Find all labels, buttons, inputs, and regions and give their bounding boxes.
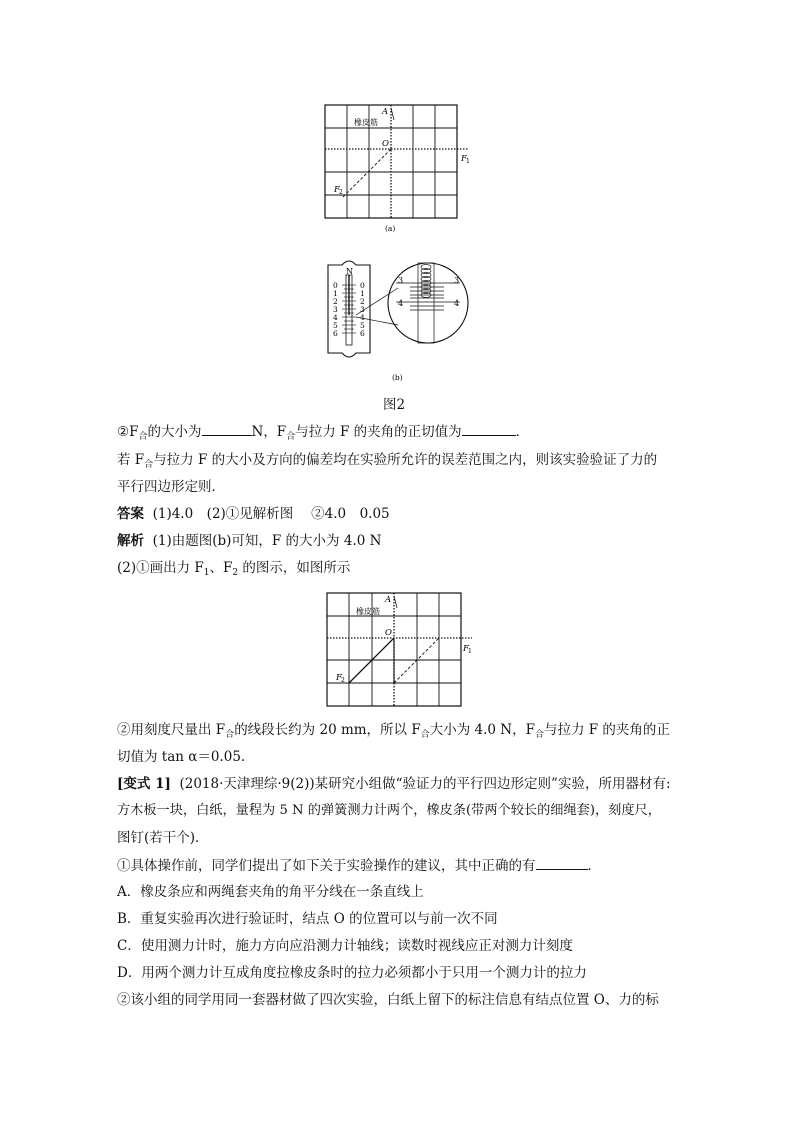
figure-a-label-F2: F bbox=[334, 185, 340, 195]
zoom-4-right: 4 bbox=[454, 299, 460, 308]
analysis-line-2 bbox=[117, 558, 350, 583]
q2-sub1: 合 bbox=[138, 432, 148, 442]
option-d: D．用两个测力计互成角度拉橡皮条时的拉力必须都小于只用一个测力计的拉力 bbox=[117, 965, 587, 981]
analysis-l2a: (2)①画出力 F bbox=[117, 560, 204, 576]
zoom-3-left: 3 bbox=[398, 276, 404, 285]
figure-a-label-F2-sub: 2 bbox=[339, 189, 343, 196]
scale-right-3: 3 bbox=[360, 305, 365, 314]
variant-line1: (2018·天津理综·9(2))某研究小组做“验证力的平行四边形定则”实验，所用器材有: bbox=[179, 776, 671, 792]
measure-line-2: 切值为 tan α＝0.05. bbox=[117, 749, 246, 765]
para-if-l1b: 与拉力 F 的大小及方向的偏差均在实验所允许的误差范围之内，则该实验验证了力的 bbox=[153, 452, 658, 468]
figure-a-label-F1-sub: 1 bbox=[466, 158, 470, 165]
q2-blank-1[interactable] bbox=[202, 421, 252, 436]
variant-q1-blank[interactable] bbox=[536, 855, 588, 870]
scale-left-5: 5 bbox=[333, 321, 338, 330]
analysis-l2b: 、F bbox=[209, 560, 233, 576]
figure-c-label-F2-sub: 2 bbox=[341, 677, 345, 684]
zoom-3-right: 3 bbox=[454, 276, 460, 285]
figure-a-label-rubber: 橡皮筋 bbox=[354, 118, 378, 127]
analysis-l2s1: 1 bbox=[203, 568, 210, 578]
q2-p1: ②F bbox=[117, 424, 139, 440]
q2-p4: 与拉力 F 的夹角的正切值为 bbox=[295, 424, 462, 440]
scale-right-1: 1 bbox=[360, 289, 365, 298]
figure-b-caption: (b) bbox=[392, 373, 403, 382]
figure-c-label-O: O bbox=[385, 628, 392, 638]
figure-a-label-F1: F bbox=[461, 154, 467, 164]
variant-line-3: 图钉(若干个)． bbox=[117, 830, 209, 846]
figure-c-label-rubber: 橡皮筋 bbox=[356, 607, 380, 616]
measure-l1s3: 合 bbox=[534, 730, 544, 740]
scale-right-5: 5 bbox=[360, 321, 365, 330]
variant-q1 bbox=[117, 855, 601, 876]
figure-a-label-O: O bbox=[382, 139, 389, 149]
para-if-line-2: 平行四边形定则． bbox=[117, 479, 225, 495]
measure-l1b: 的线段长约为 20 mm，所以 F bbox=[234, 722, 421, 738]
q2-p2: 的大小为 bbox=[147, 424, 202, 440]
scale-left-2: 2 bbox=[333, 297, 338, 306]
scale-right-4: 4 bbox=[360, 313, 365, 322]
zoom-4-left: 4 bbox=[398, 299, 404, 308]
measure-l1d: 与拉力 F 的夹角的正 bbox=[543, 722, 670, 738]
figure-a-label-A: A bbox=[382, 107, 389, 117]
q2-p3: N，F bbox=[251, 424, 287, 440]
scale-left-4: 4 bbox=[333, 313, 338, 322]
figure-c-label-F2: F bbox=[336, 673, 342, 683]
variant-q1-a: ①具体操作前，同学们提出了如下关于实验操作的建议，其中正确的有 bbox=[117, 858, 536, 874]
answer-text: (1)4.0 (2)①见解析图 ②4.0 0.05 bbox=[152, 506, 390, 522]
variant-line-1 bbox=[117, 774, 671, 794]
figure-b-spring-scale bbox=[318, 255, 478, 385]
option-c: C．使用测力计时，施力方向应沿测力计轴线；读数时视线应正对测力计刻度 bbox=[117, 938, 573, 954]
para-if-sub: 合 bbox=[144, 460, 154, 470]
figure-c-label-F1-sub: 1 bbox=[468, 648, 472, 655]
variant-tag: [变式 1] bbox=[117, 776, 171, 792]
answer-label: 答案 bbox=[117, 506, 144, 522]
figure-c-solution-grid bbox=[320, 588, 490, 713]
figure-c-label-A: A bbox=[385, 595, 392, 605]
scale-right-6: 6 bbox=[360, 329, 365, 338]
measure-l1c: 大小为 4.0 N，F bbox=[429, 722, 535, 738]
measure-l1s2: 合 bbox=[420, 730, 430, 740]
figure-c-label-F1: F bbox=[463, 644, 469, 654]
variant-q1-b: ． bbox=[587, 858, 601, 874]
figure-a-caption: (a) bbox=[385, 224, 396, 233]
figure-b-unit: N bbox=[346, 267, 353, 276]
measure-l1s1: 合 bbox=[225, 730, 235, 740]
scale-left-3: 3 bbox=[333, 305, 338, 314]
analysis-line-1 bbox=[117, 531, 381, 551]
answer-line bbox=[117, 504, 390, 524]
figure-caption: 图2 bbox=[383, 397, 406, 413]
option-a: A．橡皮条应和两绳套夹角的角平分线在一条直线上 bbox=[117, 884, 424, 900]
variant-q2: ②该小组的同学用同一套器材做了四次实验，白纸上留下的标注信息有结点位置 O、力的标 bbox=[117, 992, 659, 1008]
analysis-l2s2: 2 bbox=[232, 568, 239, 578]
scale-left-1: 1 bbox=[333, 289, 338, 298]
variant-line-2: 方木板一块，白纸，量程为 5 N 的弹簧测力计两个，橡皮条(带两个较长的细绳套)，刻度尺， bbox=[117, 803, 661, 818]
question-2-line bbox=[117, 421, 529, 447]
q2-sub2: 合 bbox=[286, 432, 296, 442]
para-if-line-1 bbox=[117, 450, 657, 475]
scale-left-0: 0 bbox=[333, 281, 338, 290]
analysis-l2c: 的图示，如图所示 bbox=[238, 560, 351, 576]
figure-a-grid bbox=[318, 100, 488, 238]
q2-p5: ． bbox=[515, 424, 530, 440]
para-if-l1a: 若 F bbox=[117, 452, 145, 468]
scale-left-6: 6 bbox=[333, 329, 338, 338]
scale-right-2: 2 bbox=[360, 297, 365, 306]
measure-l1a: ②用刻度尺量出 F bbox=[117, 722, 226, 738]
measure-line-1 bbox=[117, 720, 670, 745]
scale-right-0: 0 bbox=[360, 281, 365, 290]
option-b: B．重复实验再次进行验证时，结点 O 的位置可以与前一次不同 bbox=[117, 911, 498, 927]
analysis-label: 解析 bbox=[117, 533, 144, 549]
analysis-line1: (1)由题图(b)可知，F 的大小为 4.0 N bbox=[152, 533, 382, 549]
q2-blank-2[interactable] bbox=[462, 421, 516, 436]
